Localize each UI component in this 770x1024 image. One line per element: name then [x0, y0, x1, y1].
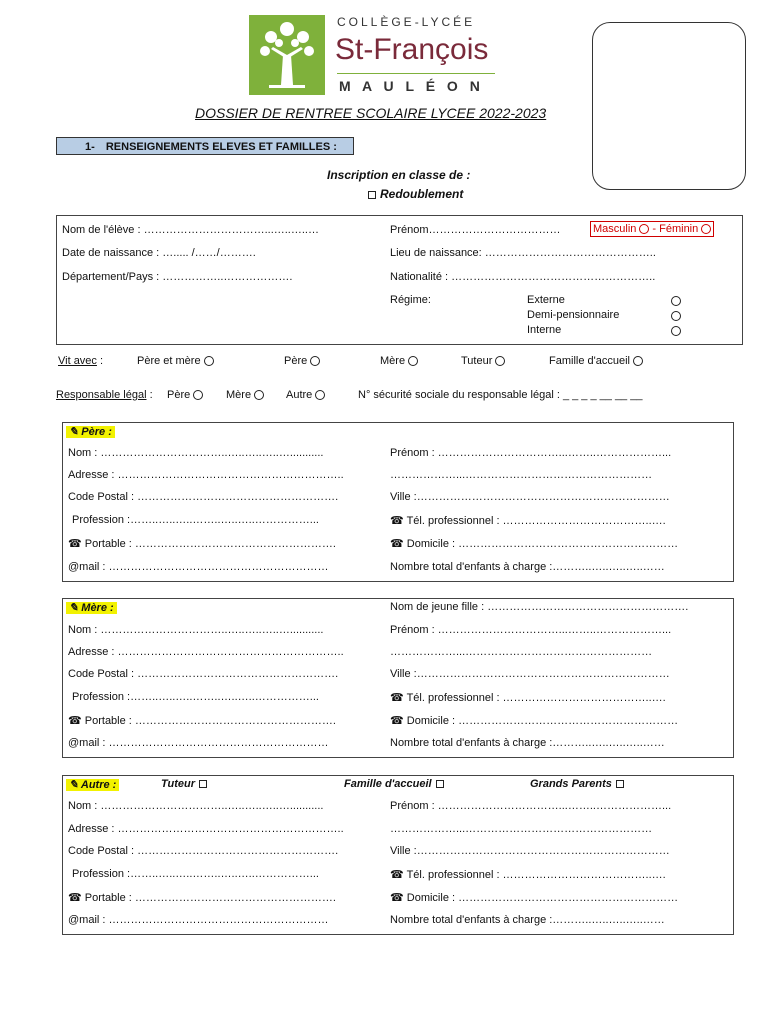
- logo-line1: COLLÈGE-LYCÉE: [337, 15, 476, 29]
- other-home-text: Domicile : ……………………………………………………: [406, 892, 679, 904]
- other-mobile-field[interactable]: [68, 891, 336, 904]
- father-title: [66, 425, 115, 438]
- mother-city-field[interactable]: Ville :……………………………………………………………: [390, 668, 670, 680]
- other-profession-field[interactable]: Profession :……..…..…..……..…..…..……………...: [72, 868, 319, 880]
- other-address-field[interactable]: Adresse : ……………………………………………………..: [68, 823, 344, 835]
- phone-icon: ☎: [390, 892, 407, 904]
- other-firstname-field[interactable]: Prénom : ……………………………...……..………………...: [390, 800, 672, 812]
- legal-guardian-text: Responsable légal: [56, 389, 147, 401]
- section-label: RENSEIGNEMENTS ELEVES ET FAMILLES :: [105, 141, 337, 153]
- other-city-field[interactable]: Ville :……………………………………………………………: [390, 845, 670, 857]
- father-title-text: Père :: [81, 426, 112, 438]
- other-title-highlight: [66, 779, 119, 791]
- other-postal-field[interactable]: Code Postal : ……………………………………………….: [68, 845, 339, 857]
- gender-male-label: Masculin: [593, 223, 637, 235]
- legal-guardian-father[interactable]: [167, 389, 203, 401]
- phone-icon: ☎: [390, 538, 407, 550]
- birthplace-field[interactable]: Lieu de naissance: ………………………………………..: [390, 247, 656, 259]
- legal-guardian-other-label: Autre: [286, 389, 313, 401]
- tree-logo-icon: [249, 15, 325, 95]
- other-foster-option[interactable]: [344, 778, 444, 790]
- mother-work-phone-text: Tél. professionnel : …………………………………..….: [406, 692, 666, 704]
- father-mobile-field[interactable]: [68, 537, 336, 550]
- mother-maiden-field[interactable]: Nom de jeune fille : ……………………………………………….: [390, 601, 689, 613]
- legal-guardian-colon: :: [149, 389, 153, 401]
- lives-with-foster[interactable]: [549, 355, 643, 367]
- lives-with-foster-radio[interactable]: [633, 356, 643, 366]
- legal-guardian-father-radio[interactable]: [193, 390, 203, 400]
- redoublement-option[interactable]: [368, 187, 463, 201]
- mother-home-text: Domicile : ……………………………………………………: [406, 715, 679, 727]
- phone-icon: ☎: [390, 692, 407, 704]
- lives-with-both[interactable]: [137, 355, 214, 367]
- father-home-field[interactable]: [390, 537, 678, 550]
- phone-icon: ☎: [68, 538, 85, 550]
- mother-mobile-text: Portable : ……………………………………………….: [84, 715, 336, 727]
- redoublement-label: Redoublement: [380, 187, 464, 201]
- other-tutor-label: Tuteur: [161, 778, 196, 790]
- phone-icon: ☎: [68, 892, 85, 904]
- mother-title-highlight: [66, 602, 117, 614]
- mother-name-field[interactable]: Nom : ……………………………..…..…..…..…...........: [68, 624, 324, 636]
- mother-mobile-field[interactable]: [68, 714, 336, 727]
- father-profession-field[interactable]: Profession :……..…..…..……..…..…..……………...: [72, 514, 319, 526]
- lives-with-colon: :: [100, 355, 104, 367]
- lives-with-both-radio[interactable]: [204, 356, 214, 366]
- other-tutor-checkbox[interactable]: [199, 780, 207, 788]
- mother-title: [66, 601, 117, 614]
- lives-with-text: Vit avec: [58, 355, 97, 367]
- father-home-text: Domicile : ……………………………………………………: [406, 538, 679, 550]
- lives-with-both-label: Père et mère: [137, 355, 201, 367]
- father-city-field[interactable]: Ville :……………………………………………………………: [390, 491, 670, 503]
- gender-female-label: - Féminin: [652, 223, 699, 235]
- other-grandparents-checkbox[interactable]: [616, 780, 624, 788]
- father-name-field[interactable]: Nom : ……………………………..…..…..…..…...........: [68, 447, 324, 459]
- redoublement-checkbox[interactable]: [368, 191, 376, 199]
- other-title-text: Autre :: [80, 779, 117, 791]
- regime-demi-label: Demi-pensionnaire: [527, 309, 620, 321]
- mother-work-phone-field[interactable]: [390, 691, 666, 704]
- legal-guardian-mother-radio[interactable]: [254, 390, 264, 400]
- other-foster-checkbox[interactable]: [436, 780, 444, 788]
- gender-female-radio[interactable]: [701, 224, 711, 234]
- father-children-field[interactable]: Nombre total d'enfants à charge :………..…..…..…..……: [390, 561, 665, 573]
- father-title-highlight: [66, 426, 115, 438]
- regime-externe-label: Externe: [527, 294, 565, 306]
- mother-address-field[interactable]: Adresse : ……………………………………………………..: [68, 646, 344, 658]
- lives-with-mother[interactable]: [380, 355, 418, 367]
- mother-home-field[interactable]: [390, 714, 678, 727]
- lives-with-tutor-radio[interactable]: [495, 356, 505, 366]
- student-name-field[interactable]: Nom de l'élève : ……………………………...…..…..…: [62, 224, 319, 236]
- logo-line2: St-François: [335, 33, 489, 66]
- birthdate-field[interactable]: Date de naissance : …..... /……/……….: [62, 247, 256, 259]
- school-logo: [249, 15, 497, 95]
- lives-with-father[interactable]: [284, 355, 320, 367]
- section-number: 1-: [85, 141, 95, 153]
- logo-divider: [337, 73, 495, 74]
- legal-guardian-other-radio[interactable]: [315, 390, 325, 400]
- gender-male-radio[interactable]: [639, 224, 649, 234]
- phone-icon: ☎: [390, 715, 407, 727]
- father-work-phone-field[interactable]: [390, 514, 666, 527]
- other-children-field[interactable]: Nombre total d'enfants à charge :………..…..…..…..……: [390, 914, 665, 926]
- other-address2-field[interactable]: ………………...……………………………………………: [390, 823, 653, 835]
- lives-with-father-radio[interactable]: [310, 356, 320, 366]
- lives-with-tutor[interactable]: [461, 355, 505, 367]
- lives-with-label: [58, 355, 103, 367]
- nationality-field[interactable]: Nationalité : ………………………………………………..: [390, 271, 656, 283]
- other-grandparents-label: Grands Parents: [530, 778, 612, 790]
- other-work-phone-text: Tél. professionnel : …………………………………..….: [406, 869, 666, 881]
- father-postal-field[interactable]: Code Postal : ……………………………………………….: [68, 491, 339, 503]
- mother-firstname-field[interactable]: Prénom : ……………………………...……..………………...: [390, 624, 672, 636]
- pointing-hand-icon: ✎: [69, 602, 82, 614]
- legal-guardian-mother-label: Mère: [226, 389, 252, 401]
- mother-address2-field[interactable]: ………………...……………………………………………: [390, 646, 653, 658]
- department-field[interactable]: Département/Pays : ……………..……………….: [62, 271, 293, 283]
- lives-with-father-label: Père: [284, 355, 308, 367]
- other-title: [66, 778, 119, 791]
- document-title: DOSSIER DE RENTREE SCOLAIRE LYCEE 2022-2023: [195, 105, 547, 121]
- other-home-field[interactable]: [390, 891, 678, 904]
- inscription-label: Inscription en classe de :: [327, 168, 471, 182]
- regime-demi-radio[interactable]: [671, 311, 681, 321]
- legal-guardian-father-label: Père: [167, 389, 191, 401]
- mother-profession-field[interactable]: Profession :……..…..…..……..…..…..……………...: [72, 691, 319, 703]
- section-header: [56, 137, 354, 155]
- father-firstname-field[interactable]: Prénom : ……………………………...……..………………...: [390, 447, 672, 459]
- father-address2-field[interactable]: ………………...……………………………………………: [390, 469, 653, 481]
- mother-children-field[interactable]: Nombre total d'enfants à charge :………..…..…..…..……: [390, 737, 665, 749]
- student-firstname-field[interactable]: Prénom………………………………: [390, 224, 561, 236]
- regime-externe-radio[interactable]: [671, 296, 681, 306]
- phone-icon: ☎: [390, 515, 407, 527]
- photo-frame: [592, 22, 746, 190]
- legal-guardian-label: [56, 389, 153, 401]
- other-email-field[interactable]: @mail : ……………………………………………………: [68, 914, 329, 926]
- other-tutor-option[interactable]: [161, 778, 207, 790]
- father-work-phone-text: Tél. professionnel : …………………………………..….: [406, 515, 666, 527]
- legal-guardian-mother[interactable]: [226, 389, 264, 401]
- mother-title-text: Mère :: [81, 602, 114, 614]
- mother-email-field[interactable]: @mail : ……………………………………………………: [68, 737, 329, 749]
- other-mobile-text: Portable : ……………………………………………….: [84, 892, 336, 904]
- father-email-field[interactable]: @mail : ……………………………………………………: [68, 561, 329, 573]
- social-security-field[interactable]: N° sécurité sociale du responsable légal : _ _ _ _ __ __ __: [358, 389, 643, 401]
- regime-interne-label: Interne: [527, 324, 562, 336]
- other-work-phone-field[interactable]: [390, 868, 666, 881]
- father-mobile-text: Portable : ……………………………………………….: [84, 538, 336, 550]
- regime-label: Régime:: [390, 294, 431, 306]
- pointing-hand-icon: ✎: [69, 779, 81, 791]
- father-address-field[interactable]: Adresse : ……………………………………………………..: [68, 469, 344, 481]
- phone-icon: ☎: [68, 715, 85, 727]
- lives-with-mother-label: Mère: [380, 355, 406, 367]
- logo-line3: M A U L É O N: [339, 78, 484, 94]
- legal-guardian-other[interactable]: [286, 389, 325, 401]
- other-foster-label: Famille d'accueil: [344, 778, 432, 790]
- mother-postal-field[interactable]: Code Postal : ……………………………………………….: [68, 668, 339, 680]
- lives-with-mother-radio[interactable]: [408, 356, 418, 366]
- other-grandparents-option[interactable]: [530, 778, 624, 790]
- other-name-field[interactable]: Nom : ……………………………..…..…..…..…...........: [68, 800, 324, 812]
- lives-with-foster-label: Famille d'accueil: [549, 355, 630, 367]
- gender-box[interactable]: [590, 221, 714, 237]
- lives-with-tutor-label: Tuteur: [461, 355, 493, 367]
- phone-icon: ☎: [390, 869, 407, 881]
- pointing-hand-icon: ✎: [69, 426, 82, 438]
- regime-interne-radio[interactable]: [671, 326, 681, 336]
